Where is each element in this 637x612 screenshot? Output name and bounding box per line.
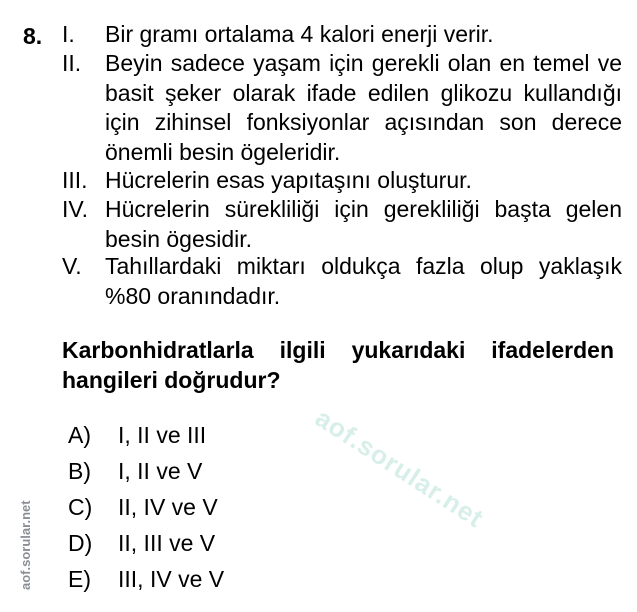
option-letter: E) — [68, 566, 91, 592]
statement-text: Beyin sadece yaşam için gerekli olan en temel ve basit şeker olarak ifade edilen glikozu kullandığı için zihinsel fonksiyonlar açısından son derece önemli besin ögeleridir. — [105, 50, 622, 165]
statement-text: Bir gramı ortalama 4 kalori enerji verir. — [105, 21, 494, 47]
statement-numeral: III. — [62, 167, 88, 193]
side-watermark: aof.sorular.net — [18, 500, 33, 590]
option-text: I, II ve V — [118, 458, 203, 484]
statement-numeral: IV. — [62, 196, 89, 222]
statement-2 — [62, 49, 622, 167]
statement-numeral: II. — [62, 50, 82, 76]
question-prompt: Karbonhidratlarla ilgili yukarıdaki ifadelerden hangileri doğrudur? — [62, 337, 614, 393]
statement-4 — [62, 195, 622, 254]
option-text: III, IV ve V — [118, 566, 225, 592]
statement-text: Hücrelerin esas yapıtaşını oluşturur. — [105, 167, 472, 193]
option-letter: D) — [68, 530, 93, 556]
option-letter: B) — [68, 458, 91, 484]
statement-text: Hücrelerin sürekliliği için gerekliliği başta gelen besin ögesidir. — [105, 196, 622, 252]
option-letter: A) — [68, 422, 91, 448]
option-letter: C) — [68, 494, 93, 520]
option-text: II, III ve V — [118, 530, 216, 556]
statement-numeral: I. — [62, 21, 75, 47]
statement-1 — [62, 20, 622, 50]
question-number: 8. — [23, 23, 43, 49]
option-text: I, II ve III — [118, 422, 207, 448]
diagonal-watermark: aof.sorular.net — [310, 402, 490, 534]
statement-numeral: V. — [62, 253, 82, 279]
option-text: II, IV ve V — [118, 494, 218, 520]
statement-3 — [62, 166, 622, 196]
statement-text: Tahıllardaki miktarı oldukça fazla olup yaklaşık %80 oranındadır. — [105, 253, 622, 309]
statement-5 — [62, 252, 622, 311]
